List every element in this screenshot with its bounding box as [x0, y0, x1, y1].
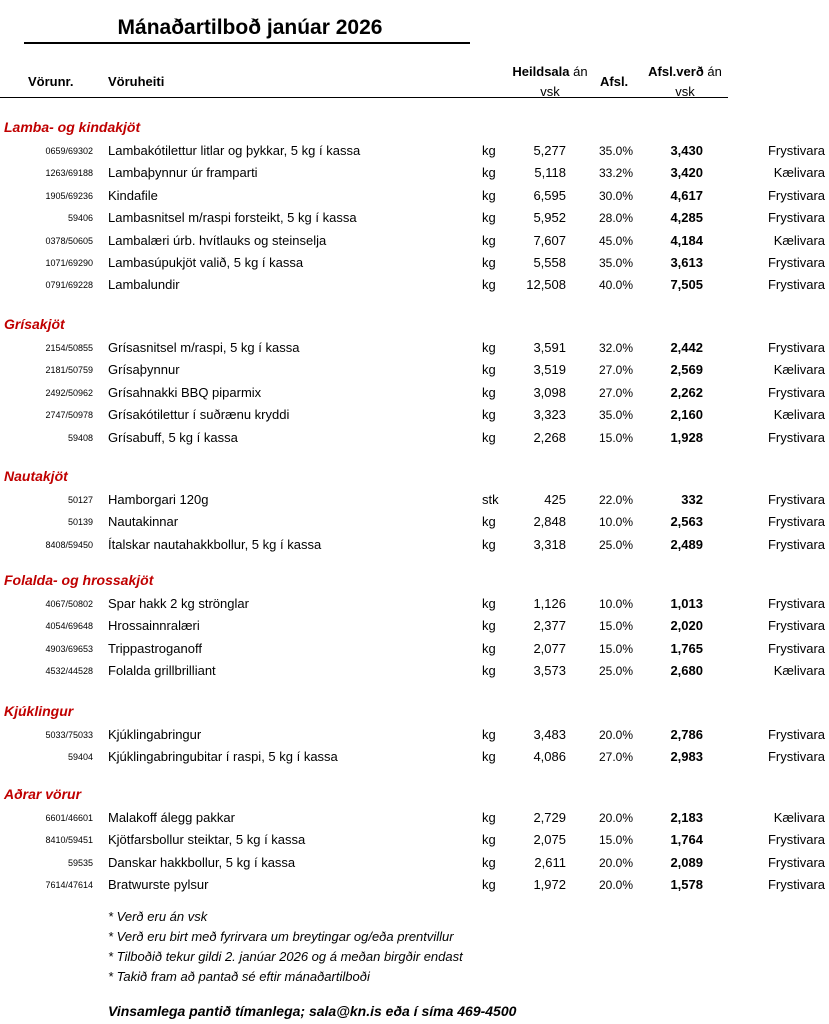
product-name: Bratwurste pylsur: [108, 877, 209, 893]
product-unit: kg: [482, 536, 496, 552]
header-price-line2: vsk: [540, 84, 560, 99]
section-title: Grísakjöt: [4, 316, 65, 332]
product-unit: stk: [482, 492, 499, 507]
discount-percent: 27.0%: [598, 363, 633, 378]
storage-type: Kælivara: [773, 165, 825, 181]
note-line: * Verð eru án vsk: [108, 909, 208, 924]
wholesale-price: 3,519: [533, 362, 566, 378]
product-code: 2492/50962: [45, 387, 93, 398]
product-name: Kjúklingabringubitar í raspi, 5 kg í kassa: [108, 749, 338, 765]
table-row: [0, 360, 829, 380]
sale-price: 3,613: [670, 255, 703, 270]
table-row: [0, 253, 829, 273]
product-unit: kg: [482, 340, 496, 355]
header-sale-line2: vsk: [675, 84, 695, 99]
storage-type: Frystivara: [767, 492, 825, 507]
product-name: Hrossainnralæri: [108, 618, 200, 634]
wholesale-price: 2,848: [533, 514, 566, 530]
section-title: Nautakjöt: [4, 468, 68, 484]
product-name: Lambalundir: [108, 277, 180, 293]
wholesale-price: 6,595: [533, 187, 566, 203]
table-row: [0, 383, 829, 403]
sale-price: 1,928: [670, 429, 703, 445]
sale-price: 2,489: [670, 536, 703, 552]
product-unit: kg: [482, 143, 496, 158]
product-unit: kg: [482, 210, 496, 226]
table-row: [0, 275, 829, 295]
product-unit: kg: [482, 362, 496, 378]
product-code: 2747/50978: [45, 410, 93, 421]
wholesale-price: 3,098: [533, 384, 566, 400]
header-sale-light: án: [707, 64, 722, 79]
product-unit: kg: [482, 810, 496, 825]
storage-type: Frystivara: [767, 618, 825, 634]
storage-type: Frystivara: [767, 832, 825, 848]
section-title: Kjúklingur: [4, 703, 74, 719]
product-code: 59408: [67, 432, 93, 443]
product-code: 2181/50759: [45, 365, 93, 376]
storage-type: Frystivara: [767, 143, 825, 158]
wholesale-price: 5,277: [533, 143, 566, 158]
wholesale-price: 3,318: [533, 536, 566, 552]
product-code: 1905/69236: [45, 190, 93, 201]
table-row: [0, 208, 829, 228]
table-row: [0, 490, 829, 510]
product-name: Ítalskar nautahakkbollur, 5 kg í kassa: [108, 536, 322, 552]
contact-line: Vinsamlega pantið tímanlega; sala@kn.is eða í síma 469-4500: [108, 1003, 517, 1019]
wholesale-price: 5,118: [534, 165, 566, 181]
wholesale-price: 2,729: [533, 810, 566, 825]
storage-type: Frystivara: [767, 255, 825, 270]
page-title: Mánaðartilboð janúar 2026: [117, 16, 383, 39]
sale-price: 2,563: [670, 514, 703, 530]
product-code: 50139: [67, 517, 93, 528]
discount-percent: 27.0%: [598, 385, 633, 400]
header-price-light: án: [573, 64, 588, 79]
storage-type: Kælivara: [773, 663, 825, 679]
product-code: 8410/59451: [45, 835, 93, 846]
discount-percent: 25.0%: [598, 664, 633, 679]
sale-price: 3,430: [670, 143, 703, 158]
product-name: Kindafile: [108, 187, 158, 203]
storage-type: Frystivara: [767, 277, 825, 293]
table-row: [0, 338, 829, 358]
section-title: Folalda- og hrossakjöt: [4, 572, 154, 588]
storage-type: Frystivara: [767, 514, 825, 530]
sale-price: 2,089: [670, 854, 703, 870]
product-unit: kg: [482, 727, 496, 742]
sale-price: 1,765: [670, 640, 703, 656]
table-row: [0, 428, 829, 448]
product-code: 7614/47614: [45, 880, 93, 891]
discount-percent: 15.0%: [598, 833, 633, 848]
product-unit: kg: [482, 749, 496, 765]
product-name: Lambalæri úrb. hvítlauks og steinselja: [108, 232, 327, 248]
table-row: [0, 186, 829, 206]
header-price: [500, 62, 600, 102]
header-price-bold: Heildsala: [512, 64, 570, 79]
product-code: 59404: [67, 752, 93, 763]
table-row: [0, 594, 829, 614]
storage-type: Frystivara: [767, 854, 825, 870]
product-name: Danskar hakkbollur, 5 kg í kassa: [108, 854, 296, 870]
product-name: Lambaþynnur úr framparti: [108, 165, 258, 181]
product-code: 8408/59450: [45, 539, 93, 550]
sale-price: 3,420: [670, 165, 703, 181]
discount-percent: 20.0%: [598, 855, 633, 870]
wholesale-price: 2,075: [533, 832, 566, 848]
product-code: 1263/69188: [45, 168, 93, 179]
table-row: [0, 512, 829, 532]
discount-percent: 15.0%: [598, 641, 633, 656]
product-unit: kg: [482, 165, 496, 181]
discount-percent: 10.0%: [598, 597, 633, 611]
product-code: 4903/69653: [45, 643, 93, 654]
discount-percent: 32.0%: [598, 341, 633, 355]
discount-percent: 20.0%: [598, 878, 633, 893]
product-unit: kg: [482, 596, 496, 611]
header-underline: [0, 97, 728, 98]
wholesale-price: 4,086: [533, 749, 566, 765]
product-code: 0659/69302: [45, 146, 93, 156]
table-row: [0, 535, 829, 555]
storage-type: Frystivara: [767, 749, 825, 765]
product-code: 6601/46601: [45, 813, 93, 823]
storage-type: Frystivara: [767, 596, 825, 611]
product-unit: kg: [482, 255, 496, 270]
product-unit: kg: [482, 832, 496, 848]
notes: [108, 907, 708, 987]
sale-price: 4,617: [670, 187, 703, 203]
product-code: 59406: [67, 213, 93, 224]
product-unit: kg: [482, 640, 496, 656]
product-code: 4054/69648: [45, 621, 93, 632]
table-row: [0, 141, 829, 161]
product-name: Grísasnitsel m/raspi, 5 kg í kassa: [108, 340, 300, 355]
product-name: Folalda grillbrilliant: [108, 663, 216, 679]
sale-price: 2,183: [670, 810, 703, 825]
wholesale-price: 3,483: [533, 727, 566, 742]
product-unit: kg: [482, 663, 496, 679]
storage-type: Kælivara: [773, 810, 825, 825]
wholesale-price: 2,077: [533, 640, 566, 656]
wholesale-price: 1,972: [533, 877, 566, 893]
discount-percent: 45.0%: [598, 233, 633, 248]
product-code: 50127: [67, 495, 93, 505]
storage-type: Frystivara: [767, 536, 825, 552]
wholesale-price: 3,573: [533, 663, 566, 679]
section-title: Aðrar vörur: [4, 786, 82, 802]
product-name: Nautakinnar: [108, 514, 179, 530]
product-name: Grísahnakki BBQ piparmix: [108, 384, 262, 400]
sale-price: 332: [681, 492, 703, 507]
product-unit: kg: [482, 232, 496, 248]
storage-type: Frystivara: [767, 877, 825, 893]
product-name: Hamborgari 120g: [108, 492, 209, 507]
product-code: 1071/69290: [45, 258, 93, 268]
section-title: Lamba- og kindakjöt: [4, 119, 141, 135]
sale-price: 2,786: [670, 727, 703, 742]
sale-price: 2,020: [670, 618, 703, 634]
product-unit: kg: [482, 877, 496, 893]
table-row: [0, 830, 829, 850]
storage-type: Kælivara: [773, 232, 825, 248]
product-name: Spar hakk 2 kg strönglar: [108, 596, 249, 611]
table-row: [0, 616, 829, 636]
table-row: [0, 163, 829, 183]
sale-price: 2,680: [670, 663, 703, 679]
sale-price: 2,983: [670, 749, 703, 765]
product-code: 2154/50855: [45, 343, 93, 353]
wholesale-price: 12,508: [526, 277, 566, 293]
storage-type: Frystivara: [767, 187, 825, 203]
storage-type: Kælivara: [773, 362, 825, 378]
product-name: Malakoff álegg pakkar: [108, 810, 235, 825]
sale-price: 7,505: [670, 277, 703, 293]
table-row: [0, 405, 829, 425]
discount-percent: 30.0%: [598, 188, 633, 203]
discount-percent: 35.0%: [598, 144, 633, 158]
discount-percent: 20.0%: [598, 811, 633, 825]
discount-percent: 20.0%: [598, 728, 633, 742]
note-line: * Verð eru birt með fyrirvara um breytingar og/eða prentvillur: [108, 929, 454, 944]
table-row: [0, 875, 829, 895]
product-unit: kg: [482, 187, 496, 203]
header-sale: [640, 62, 730, 102]
sale-price: 2,442: [670, 340, 703, 355]
product-code: 59535: [67, 857, 93, 868]
header-sale-bold: Afsl.verð: [648, 64, 704, 79]
discount-percent: 15.0%: [598, 619, 633, 634]
sale-price: 4,285: [670, 210, 703, 226]
product-unit: kg: [482, 618, 496, 634]
storage-type: Kælivara: [773, 407, 825, 423]
discount-percent: 35.0%: [598, 408, 633, 423]
wholesale-price: 425: [544, 492, 566, 507]
storage-type: Frystivara: [767, 640, 825, 656]
sale-price: 1,578: [670, 877, 703, 893]
sale-price: 2,160: [670, 407, 703, 423]
wholesale-price: 5,952: [533, 210, 566, 226]
storage-type: Frystivara: [767, 384, 825, 400]
product-unit: kg: [482, 277, 496, 293]
product-name: Kjúklingabringur: [108, 727, 202, 742]
product-code: 4067/50802: [45, 599, 93, 609]
product-unit: kg: [482, 514, 496, 530]
discount-percent: 40.0%: [598, 278, 633, 293]
wholesale-price: 2,611: [534, 854, 566, 870]
product-unit: kg: [482, 384, 496, 400]
table-row: [0, 808, 829, 828]
table-row: [0, 639, 829, 659]
table-row: [0, 231, 829, 251]
discount-percent: 22.0%: [598, 493, 633, 507]
wholesale-price: 1,126: [533, 596, 566, 611]
table-row: [0, 853, 829, 873]
discount-percent: 25.0%: [598, 537, 633, 552]
storage-type: Frystivara: [767, 340, 825, 355]
title-underline: [24, 42, 470, 44]
storage-type: Frystivara: [767, 210, 825, 226]
product-code: 0378/50605: [45, 235, 93, 246]
product-name: Kjötfarsbollur steiktar, 5 kg í kassa: [108, 832, 306, 848]
discount-percent: 15.0%: [598, 430, 633, 445]
wholesale-price: 3,323: [533, 407, 566, 423]
product-code: 0791/69228: [45, 280, 93, 291]
discount-percent: 33.2%: [598, 166, 633, 181]
wholesale-price: 3,591: [533, 340, 566, 355]
wholesale-price: 5,558: [533, 255, 566, 270]
wholesale-price: 7,607: [533, 232, 566, 248]
product-name: Lambasnitsel m/raspi forsteikt, 5 kg í kassa: [108, 210, 357, 226]
storage-type: Frystivara: [767, 429, 825, 445]
sale-price: 1,013: [670, 596, 703, 611]
product-code: 5033/75033: [45, 730, 93, 740]
wholesale-price: 2,268: [533, 429, 566, 445]
discount-percent: 35.0%: [598, 256, 633, 270]
header-code: Vörunr.: [28, 74, 74, 89]
table-row: [0, 725, 829, 745]
table-row: [0, 747, 829, 767]
product-name: Grísabuff, 5 kg í kassa: [108, 429, 238, 445]
note-line: * Tilboðið tekur gildi 2. janúar 2026 og á meðan birgðir endast: [108, 949, 463, 964]
wholesale-price: 2,377: [533, 618, 566, 634]
product-unit: kg: [482, 407, 496, 423]
product-name: Trippastroganoff: [108, 640, 202, 656]
discount-percent: 28.0%: [598, 211, 633, 226]
storage-type: Frystivara: [767, 727, 825, 742]
product-name: Grísakótilettur í suðrænu kryddi: [108, 407, 290, 423]
table-row: [0, 661, 829, 681]
product-unit: kg: [482, 429, 496, 445]
header-name: Vöruheiti: [108, 74, 165, 89]
product-name: Grísaþynnur: [108, 362, 180, 378]
header-discount: Afsl.: [600, 74, 629, 89]
product-name: Lambasúpukjöt valið, 5 kg í kassa: [108, 255, 304, 270]
note-line: * Takið fram að pantað sé eftir mánaðartilboði: [108, 969, 370, 984]
product-name: Lambakótilettur litlar og þykkar, 5 kg í kassa: [108, 143, 361, 158]
product-code: 4532/44528: [45, 666, 93, 677]
discount-percent: 27.0%: [598, 750, 633, 765]
discount-percent: 10.0%: [598, 515, 633, 530]
sale-price: 2,262: [670, 384, 703, 400]
sale-price: 1,764: [670, 832, 703, 848]
product-unit: kg: [482, 854, 496, 870]
sale-price: 2,569: [670, 362, 703, 378]
sale-price: 4,184: [670, 232, 703, 248]
